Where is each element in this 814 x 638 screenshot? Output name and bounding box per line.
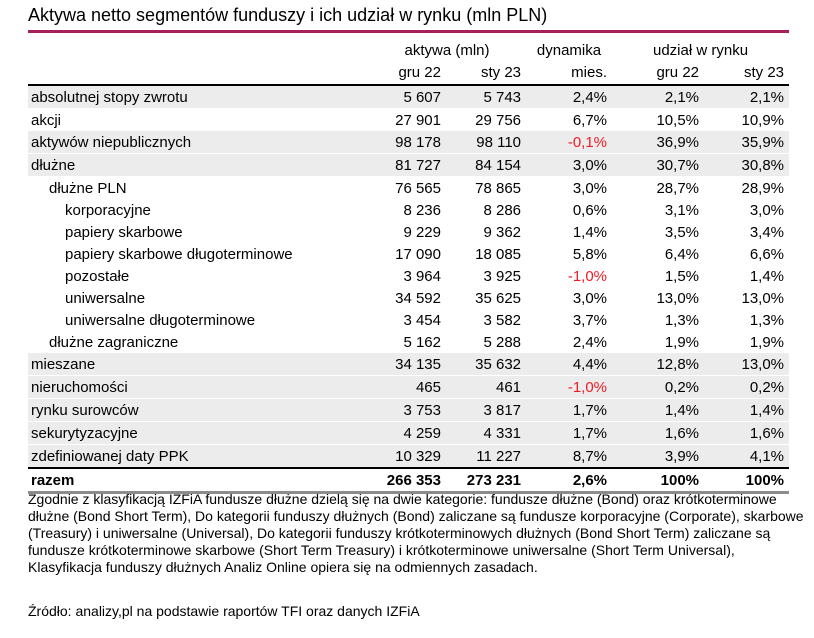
- col-header-aktywa-sty23: sty 23: [446, 60, 526, 85]
- table-row: [28, 309, 789, 331]
- cell-value: 28,7%: [656, 179, 700, 197]
- cell-value: 2,4%: [572, 333, 608, 351]
- cell-value: 17 090: [395, 245, 441, 263]
- cell-value: 13,0%: [656, 289, 700, 307]
- cell-value: 27 901: [395, 111, 441, 129]
- table-row: [28, 177, 789, 200]
- cell-value: 3,1%: [664, 201, 700, 219]
- cell-value: 81 727: [368, 154, 446, 177]
- table-row: [28, 109, 789, 132]
- table-row: [28, 243, 789, 265]
- cell-value: 12,8%: [612, 353, 704, 376]
- cell-value: 11 227: [446, 445, 526, 469]
- col-header-udzial-gru22: gru 22: [612, 60, 704, 85]
- cell-value: 1,4%: [749, 267, 785, 285]
- row-label: papiery skarbowe: [65, 223, 183, 241]
- cell-value: 2,1%: [704, 85, 789, 109]
- table-row: [28, 287, 789, 309]
- cell-value: 6,6%: [749, 245, 785, 263]
- cell-value: -1,0%: [526, 376, 612, 399]
- cell-value: 1,6%: [704, 422, 789, 445]
- cell-value: 30,7%: [612, 154, 704, 177]
- cell-value: 4 259: [368, 422, 446, 445]
- table-row: [28, 331, 789, 353]
- table-row: [28, 353, 789, 376]
- row-label: rynku surowców: [28, 399, 368, 422]
- cell-value: 8,7%: [526, 445, 612, 469]
- table-row: [28, 265, 789, 287]
- cell-value: 6,7%: [572, 111, 608, 129]
- sub-header-row: [28, 60, 789, 85]
- cell-value: 465: [368, 376, 446, 399]
- cell-value: 1,9%: [664, 333, 700, 351]
- table-row: [28, 221, 789, 243]
- cell-value: -1,0%: [567, 267, 608, 285]
- row-label: dłużne PLN: [49, 179, 127, 197]
- cell-value: 98 110: [446, 131, 526, 154]
- cell-value: 1,3%: [664, 311, 700, 329]
- col-header-aktywa-gru22: gru 22: [368, 60, 446, 85]
- row-label: uniwersalne długoterminowe: [65, 311, 256, 329]
- table-row: [28, 85, 789, 109]
- group-header-row: [28, 33, 789, 60]
- cell-value: 36,9%: [612, 131, 704, 154]
- cell-value: 29 756: [475, 111, 522, 129]
- source-line: Źródło: analizy,pl na podstawie raportów TFI oraz danych IZFiA: [28, 603, 420, 619]
- cell-value: 9 229: [403, 223, 441, 241]
- cell-value: 5 162: [403, 333, 441, 351]
- cell-value: 1,5%: [664, 267, 700, 285]
- table-row: [28, 376, 789, 399]
- cell-value: 35 632: [446, 353, 526, 376]
- empty-corner-cell: [28, 33, 368, 60]
- col-group-udzial-w-rynku: udział w rynku: [653, 42, 749, 59]
- row-label: pozostałe: [65, 267, 130, 285]
- cell-value: 3 454: [403, 311, 441, 329]
- cell-value: 1,4%: [572, 223, 608, 241]
- cell-value: 30,8%: [704, 154, 789, 177]
- cell-value: 10,9%: [741, 111, 785, 129]
- col-header-udzial-sty23: sty 23: [704, 60, 789, 85]
- cell-value: 2,4%: [526, 85, 612, 109]
- cell-value: 3 925: [483, 267, 522, 285]
- cell-value: 35,9%: [704, 131, 789, 154]
- cell-value: 5 743: [446, 85, 526, 109]
- cell-value: 4 331: [446, 422, 526, 445]
- table-row: [28, 154, 789, 177]
- row-label: uniwersalne: [65, 289, 146, 307]
- cell-value: 1,4%: [612, 399, 704, 422]
- cell-value: 78 865: [475, 179, 522, 197]
- cell-value: 5 607: [368, 85, 446, 109]
- cell-value: 5 288: [483, 333, 522, 351]
- cell-value: 3,4%: [749, 223, 785, 241]
- cell-value: 5,8%: [572, 245, 608, 263]
- cell-value: 0,2%: [612, 376, 704, 399]
- cell-value: 3,0%: [526, 154, 612, 177]
- cell-value: 1,3%: [749, 311, 785, 329]
- row-label: korporacyjne: [65, 201, 151, 219]
- cell-value: 3,0%: [572, 289, 608, 307]
- cell-value: 13,0%: [704, 353, 789, 376]
- cell-value: 3,7%: [572, 311, 608, 329]
- cell-value: 2,1%: [612, 85, 704, 109]
- cell-value: 28,9%: [741, 179, 785, 197]
- cell-value: 6,4%: [664, 245, 700, 263]
- table-header: [28, 33, 789, 85]
- row-label: zdefiniowanej daty PPK: [28, 445, 368, 469]
- cell-value: 98 178: [368, 131, 446, 154]
- row-label: nieruchomości: [28, 376, 368, 399]
- cell-value: 84 154: [446, 154, 526, 177]
- cell-value: 34 135: [368, 353, 446, 376]
- col-group-dynamika: dynamika: [536, 42, 602, 59]
- cell-value: 3,0%: [749, 201, 785, 219]
- cell-value: 8 286: [483, 201, 522, 219]
- cell-value: 100%: [612, 468, 704, 493]
- cell-value: 0,6%: [572, 201, 608, 219]
- cell-value: 0,2%: [704, 376, 789, 399]
- cell-value: 10,5%: [656, 111, 700, 129]
- page-title: Aktywa netto segmentów funduszy i ich udział w rynku (mln PLN): [28, 5, 548, 25]
- row-label: dłużne zagraniczne: [49, 333, 179, 351]
- cell-value: 1,7%: [526, 399, 612, 422]
- table-body: [28, 85, 789, 493]
- cell-value: 34 592: [395, 289, 441, 307]
- cell-value: 13,0%: [741, 289, 785, 307]
- table-row: [28, 399, 789, 422]
- row-label: razem: [28, 468, 368, 493]
- row-label: papiery skarbowe długoterminowe: [65, 245, 293, 263]
- cell-value: 3 964: [403, 267, 441, 285]
- cell-value: 100%: [704, 468, 789, 493]
- empty-corner-cell: [28, 60, 368, 85]
- cell-value: 273 231: [446, 468, 526, 493]
- row-label: aktywów niepublicznych: [28, 131, 368, 154]
- fund-segments-table: [28, 33, 789, 494]
- table-row: [28, 468, 789, 493]
- col-header-dynamika-mies: mies.: [526, 60, 612, 85]
- row-label: absolutnej stopy zwrotu: [28, 85, 368, 109]
- cell-value: 76 565: [395, 179, 441, 197]
- cell-value: 18 085: [475, 245, 522, 263]
- cell-value: 4,4%: [526, 353, 612, 376]
- cell-value: -0,1%: [526, 131, 612, 154]
- row-label: mieszane: [28, 353, 368, 376]
- col-group-aktywa: aktywa (mln): [404, 42, 490, 59]
- table-row: [28, 131, 789, 154]
- cell-value: 1,9%: [749, 333, 785, 351]
- footnote: Zgodnie z klasyfikacją IZFiA fundusze dłużne dzielą się na dwie kategorie: fundusze dłużne (Bond) oraz krótkoterminowe dłużne (Bond Short Term), Do kategorii funduszy dłużnych (Bond) zaliczane są fundusze korporacyjne (Corporate), skarbowe (Treasury) i uniwersalne (Universal), Do kategorii funduszy krótkoterminowych dłużnych (Bond Short Term) zaliczane są fundusze krótkoterminowe skarbowe (Short Term Treasury) i krótkoterminowe uniwersalne (Short Term Universal), Klasyfikacja funduszy dłużnych Analiz Online opiera się na odmiennych zasadach.: [28, 491, 804, 575]
- table-row: [28, 445, 789, 469]
- cell-value: 4,1%: [704, 445, 789, 469]
- cell-value: 2,6%: [526, 468, 612, 493]
- table-row: [28, 422, 789, 445]
- cell-value: 3 817: [446, 399, 526, 422]
- cell-value: 3 753: [368, 399, 446, 422]
- cell-value: 266 353: [368, 468, 446, 493]
- row-label: sekurytyzacyjne: [28, 422, 368, 445]
- cell-value: 35 625: [475, 289, 522, 307]
- cell-value: 1,6%: [612, 422, 704, 445]
- cell-value: 461: [446, 376, 526, 399]
- row-label: akcji: [31, 111, 62, 129]
- cell-value: 3 582: [483, 311, 522, 329]
- cell-value: 9 362: [483, 223, 522, 241]
- cell-value: 3,9%: [612, 445, 704, 469]
- cell-value: 3,0%: [572, 179, 608, 197]
- cell-value: 10 329: [368, 445, 446, 469]
- cell-value: 8 236: [403, 201, 441, 219]
- table-row: [28, 199, 789, 221]
- row-label: dłużne: [28, 154, 368, 177]
- cell-value: 1,7%: [526, 422, 612, 445]
- cell-value: 3,5%: [664, 223, 700, 241]
- cell-value: 1,4%: [704, 399, 789, 422]
